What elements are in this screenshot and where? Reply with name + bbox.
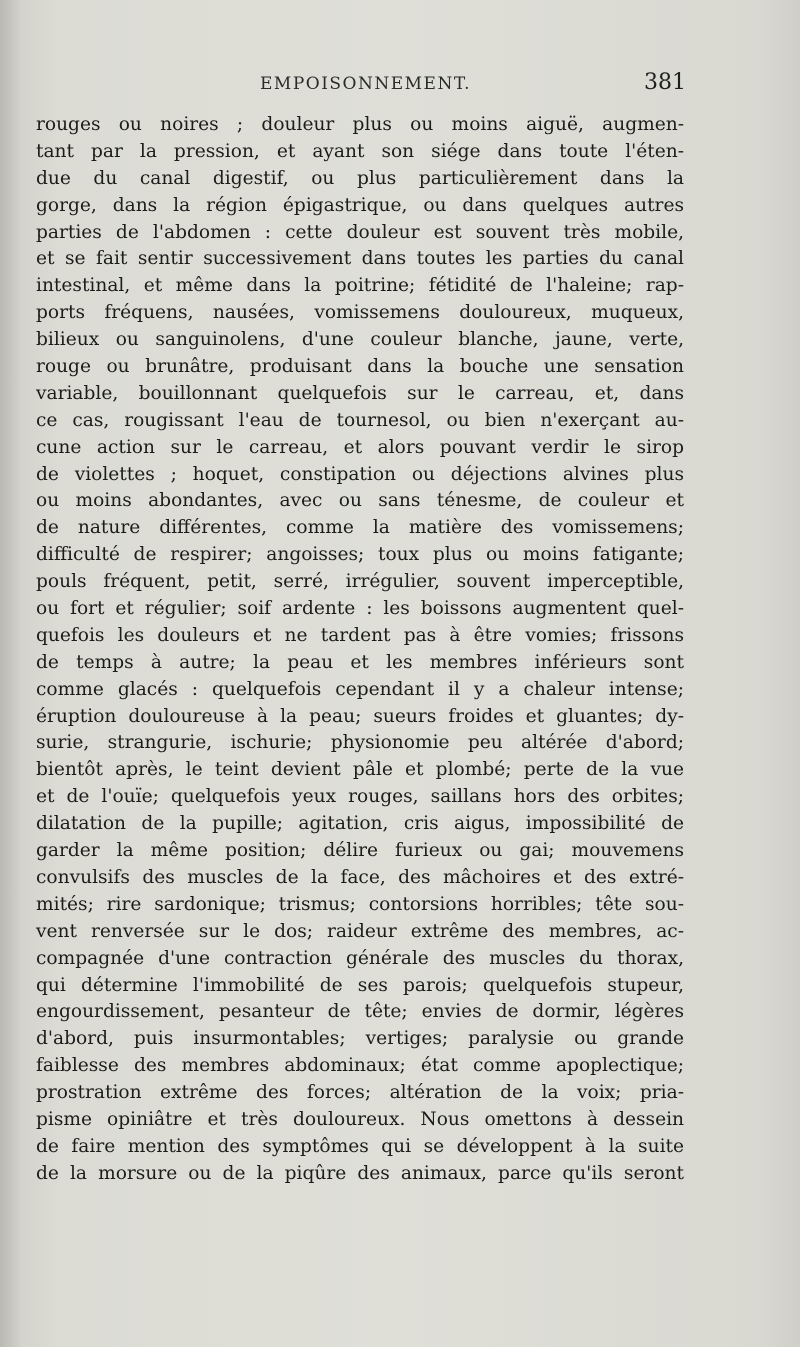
text-line: rouges ou noires ; douleur plus ou moins aiguë, augmen- (36, 114, 684, 135)
text-line: de nature différentes, comme la matière des vomissemens; (36, 517, 684, 539)
text-line: prostration extrême des forces; altération de la voix; pria- (36, 1082, 684, 1104)
text-line: variable, bouillonnant quelquefois sur le carreau, et, dans (36, 382, 684, 404)
text-line: parties de l'abdomen : cette douleur est souvent très mobile, (36, 221, 684, 243)
page-header (36, 70, 686, 106)
text-line: de violettes ; hoquet, constipation ou déjections alvines plus (36, 463, 684, 485)
text-line: due du canal digestif, ou plus particulièrement dans la (36, 167, 684, 189)
text-line: de temps à autre; la peau et les membres inférieurs sont (36, 651, 684, 673)
text-line: gorge, dans la région épigastrique, ou dans quelques autres (36, 194, 684, 216)
text-line: d'abord, puis insurmontables; vertiges; paralysie ou grande (36, 1028, 684, 1050)
text-line: vent renversée sur le dos; raideur extrême des membres, ac- (36, 920, 684, 942)
text-line: convulsifs des muscles de la face, des mâchoires et des extré- (36, 866, 684, 888)
text-line: surie, strangurie, ischurie; physionomie peu altérée d'abord; (36, 732, 684, 754)
text-line: pouls fréquent, petit, serré, irrégulier, souvent imperceptible, (36, 571, 684, 593)
text-line: ports fréquens, nausées, vomissemens douloureux, muqueux, (36, 302, 684, 324)
text-line: intestinal, et même dans la poitrine; fétidité de l'haleine; rap- (36, 275, 684, 297)
text-line: pisme opiniâtre et très douloureux. Nous omettons à dessein (36, 1108, 684, 1130)
text-line: quefois les douleurs et ne tardent pas à être vomies; frissons (36, 624, 684, 646)
text-line: comme glacés : quelquefois cependant il y a chaleur intense; (36, 678, 684, 700)
text-line: difficulté de respirer; angoisses; toux plus ou moins fatigante; (36, 544, 684, 566)
text-line: garder la même position; délire furieux ou gai; mouvemens (36, 840, 684, 862)
text-line: et de l'ouïe; quelquefois yeux rouges, saillans hors des orbites; (36, 786, 684, 808)
text-line: ce cas, rougissant l'eau de tournesol, ou bien n'exerçant au- (36, 409, 684, 431)
text-line: bientôt après, le teint devient pâle et plombé; perte de la vue (36, 759, 684, 781)
text-line: compagnée d'une contraction générale des muscles du thorax, (36, 947, 684, 969)
text-line: qui détermine l'immobilité de ses parois; quelquefois stupeur, (36, 974, 684, 996)
text-line: éruption douloureuse à la peau; sueurs froides et gluantes; dy- (36, 705, 684, 727)
text-line: ou fort et régulier; soif ardente : les boissons augmentent quel- (36, 598, 684, 620)
running-title: EMPOISONNEMENT. (260, 74, 472, 94)
text-line: cune action sur le carreau, et alors pouvant verdir le sirop (36, 436, 684, 458)
text-line: rouge ou brunâtre, produisant dans la bouche une sensation (36, 356, 684, 378)
text-line: de la morsure ou de la piqûre des animaux, parce qu'ils seront (36, 1162, 684, 1184)
text-line: engourdissement, pesanteur de tête; envies de dormir, légères (36, 1001, 684, 1023)
text-line: de faire mention des symptômes qui se développent à la suite (36, 1135, 684, 1157)
body-text (36, 112, 684, 1188)
text-line: et se fait sentir successivement dans toutes les parties du canal (36, 248, 684, 270)
text-line: mités; rire sardonique; trismus; contorsions horribles; tête sou- (36, 893, 684, 915)
text-line: faiblesse des membres abdominaux; état comme apoplectique; (36, 1055, 684, 1077)
text-line: dilatation de la pupille; agitation, cris aigus, impossibilité de (36, 813, 684, 835)
text-line: tant par la pression, et ayant son siége dans toute l'éten- (36, 140, 684, 162)
text-line: bilieux ou sanguinolens, d'une couleur blanche, jaune, verte, (36, 329, 684, 351)
page-number: 381 (644, 70, 686, 95)
text-line: ou moins abondantes, avec ou sans ténesme, de couleur et (36, 490, 684, 512)
